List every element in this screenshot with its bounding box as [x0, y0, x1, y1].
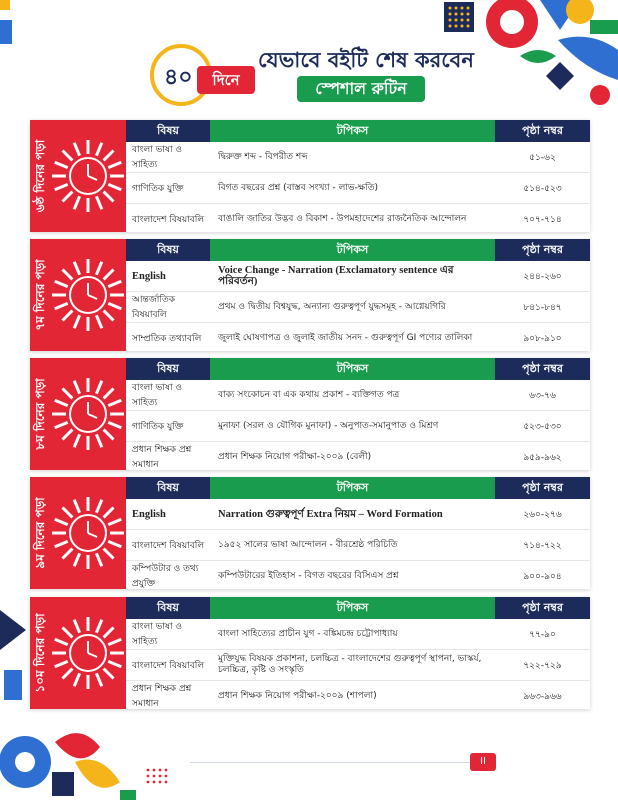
table-row [126, 530, 590, 561]
cell-topic: ১৯৫২ সালের ভাষা আন্দোলন - বীরশ্রেষ্ঠ পরিচিতি [218, 539, 398, 550]
day-label-panel [30, 597, 126, 709]
day-section [30, 358, 590, 470]
table-header [126, 358, 590, 380]
cell-topic: প্রথম ও দ্বিতীয় বিশ্বযুদ্ধ, অন্যান্য গুরুত্বপূর্ণ যুদ্ধসমূহ - আগ্নেয়গিরি [218, 301, 446, 312]
day-label-panel [30, 120, 126, 232]
table-row [126, 442, 590, 472]
side-decoration-left [0, 610, 28, 720]
table-row [126, 650, 590, 681]
cell-subject: সাম্প্রতিক তথ্যাবলি [132, 333, 202, 344]
table-row [126, 261, 590, 292]
cell-subject: গাণিতিক যুক্তি [132, 183, 184, 194]
day-section [30, 597, 590, 709]
header-topic: টপিকস [210, 477, 495, 499]
day-label-text: ১০ম দিনের পড়া [33, 613, 47, 693]
day-label-text: ৬ষ্ঠ দিনের পড়া [33, 139, 47, 213]
routine-table [126, 477, 590, 591]
cell-page: ৫১৪-৫২৩ [523, 183, 562, 194]
routine-table [126, 358, 590, 472]
cell-subject: বাংলাদেশ বিষয়াবলি [132, 660, 205, 671]
page-subtitle: স্পেশাল রুটিন [297, 76, 425, 102]
cell-subject: English [132, 270, 166, 282]
header-subject: বিষয় [126, 239, 210, 261]
header-subject: বিষয় [126, 597, 210, 619]
header-topic: টপিকস [210, 120, 495, 142]
header-page: পৃষ্ঠা নম্বর [495, 477, 590, 499]
cell-topic: মুনাফা (সরল ও যৌগিক মুনাফা) - অনুপাত-সমানুপাত ও মিশ্রণ [218, 420, 439, 431]
day-label-text: ৮ম দিনের পড়া [33, 378, 47, 450]
header-topic: টপিকস [210, 239, 495, 261]
cell-page: ৭২২-৭২৯ [523, 660, 562, 671]
table-row [126, 499, 590, 530]
days-badge-label: দিনে [197, 66, 255, 94]
table-row [126, 561, 590, 591]
days-badge-number: ৪০ [164, 65, 193, 90]
routine-table [126, 120, 590, 234]
cell-subject: কম্পিউটার ও তথ্য প্রযুক্তি [132, 564, 199, 589]
day-section [30, 120, 590, 232]
cell-page: ৯৬৩-৯৬৬ [523, 691, 562, 702]
page-title: যেভাবে বইটি শেষ করবেন [258, 48, 474, 72]
table-row [126, 173, 590, 204]
cell-topic: Voice Change - Narration (Exclamatory sentence এর পরিবর্তন) [218, 265, 454, 287]
cell-page: ৯৫৯-৯৬২ [523, 452, 562, 463]
cell-subject: English [132, 508, 166, 520]
header-page: পৃষ্ঠা নম্বর [495, 120, 590, 142]
cell-topic: মুক্তিযুদ্ধ বিষয়ক প্রকাশনা, চলচ্চিত্র - বাংলাদেশের গুরুত্বপূর্ণ স্থাপনা, ভাস্কর্য, চলচ্চিত্র, কৃষ্টি ও সংস্কৃতি [218, 654, 482, 675]
table-header [126, 120, 590, 142]
cell-page: ৭৭-৯০ [529, 629, 556, 640]
cell-topic: বাংলা সাহিত্যের প্রাচীন যুগ - বঙ্কিমচন্দ্র চট্টোপাধ্যায় [218, 628, 398, 639]
day-section [30, 239, 590, 351]
cell-page: ৫২৩-৫৩০ [523, 421, 562, 432]
cell-page: ৭০৭-৭১৪ [523, 214, 562, 225]
day-label-text: ৯ম দিনের পড়া [33, 497, 47, 569]
table-row [126, 411, 590, 442]
cell-subject: গাণিতিক যুক্তি [132, 421, 184, 432]
corner-decoration-bottom-left [0, 722, 190, 800]
cell-subject: প্রধান শিক্ষক প্রশ্ন সমাধান [132, 445, 192, 470]
cell-page: ২৬০-২৭৬ [523, 509, 562, 520]
cell-page: ৬৩-৭৬ [529, 390, 556, 401]
header-page: পৃষ্ঠা নম্বর [495, 358, 590, 380]
cell-topic: দ্বিরুক্ত শব্দ - বিপরীত শব্দ [218, 151, 308, 162]
header-subject: বিষয় [126, 120, 210, 142]
cell-subject: বাংলাদেশ বিষয়াবলি [132, 540, 205, 551]
cell-topic: প্রধান শিক্ষক নিয়োগ পরীক্ষা-২০০৯ (শাপলা) [218, 690, 377, 701]
cell-subject: বাংলাদেশ বিষয়াবলি [132, 214, 205, 225]
cell-topic: Narration গুরুত্বপূর্ণ Extra নিয়ম – Word Formation [218, 508, 443, 520]
day-section [30, 477, 590, 589]
cell-subject: বাংলা ভাষা ও সাহিত্য [132, 383, 183, 408]
header-page: পৃষ্ঠা নম্বর [495, 239, 590, 261]
cell-topic: বাক্য সংকোচন বা এক কথায় প্রকাশ - ব্যক্তিগত পত্র [218, 389, 400, 400]
day-label-text: ৭ম দিনের পড়া [33, 259, 47, 331]
cell-topic: জুলাই ঘোষণাপত্র ও জুলাই জাতীয় সনদ - গুরুত্বপূর্ণ GI পণ্যের তালিকা [218, 332, 473, 343]
header-topic: টপিকস [210, 597, 495, 619]
day-label-panel [30, 358, 126, 470]
table-row [126, 380, 590, 411]
table-header [126, 597, 590, 619]
header-page: পৃষ্ঠা নম্বর [495, 597, 590, 619]
routine-table [126, 597, 590, 711]
table-row [126, 142, 590, 173]
table-row [126, 323, 590, 353]
cell-page: ২৪৪-২৬০ [523, 271, 562, 282]
cell-subject: প্রধান শিক্ষক প্রশ্ন সমাধান [132, 684, 192, 709]
day-label-panel [30, 477, 126, 589]
cell-topic: বিগত বছরের প্রশ্ন (বাস্তব সংখ্যা - লাভ-ক্ষতি) [218, 182, 378, 193]
cell-subject: বাংলা ভাষা ও সাহিত্য [132, 145, 183, 170]
cell-subject: আন্তর্জাতিক বিষয়াবলি [132, 295, 175, 320]
table-row [126, 619, 590, 650]
cell-topic: প্রধান শিক্ষক নিয়োগ পরীক্ষা-২০০৯ (বেলী) [218, 451, 372, 462]
cell-topic: বাঙালি জাতির উদ্ভব ও বিকাশ - উপমহাদেশের রাজনৈতিক আন্দোলন [218, 213, 467, 224]
cell-page: ৫১-৬২ [529, 152, 556, 163]
cell-page: ৯০৮-৯১০ [523, 333, 562, 344]
header-topic: টপিকস [210, 358, 495, 380]
page-number: II [470, 753, 496, 771]
day-label-panel [30, 239, 126, 351]
table-header [126, 477, 590, 499]
corner-decoration-top-left [0, 0, 40, 60]
table-row [126, 204, 590, 234]
cell-subject: বাংলা ভাষা ও সাহিত্য [132, 622, 183, 647]
cell-page: ৮৪১-৮৪৭ [523, 302, 562, 313]
table-header [126, 239, 590, 261]
routine-table [126, 239, 590, 353]
table-row [126, 292, 590, 323]
cell-page: ৭১৪-৭২২ [523, 540, 562, 551]
table-row [126, 681, 590, 711]
footer-divider [190, 762, 470, 763]
cell-topic: কম্পিউটারের ইতিহাস - বিগত বছরের বিসিএস প্রশ্ন [218, 570, 399, 581]
header-subject: বিষয় [126, 358, 210, 380]
header-subject: বিষয় [126, 477, 210, 499]
cell-page: ৯০০-৯০৪ [523, 571, 562, 582]
